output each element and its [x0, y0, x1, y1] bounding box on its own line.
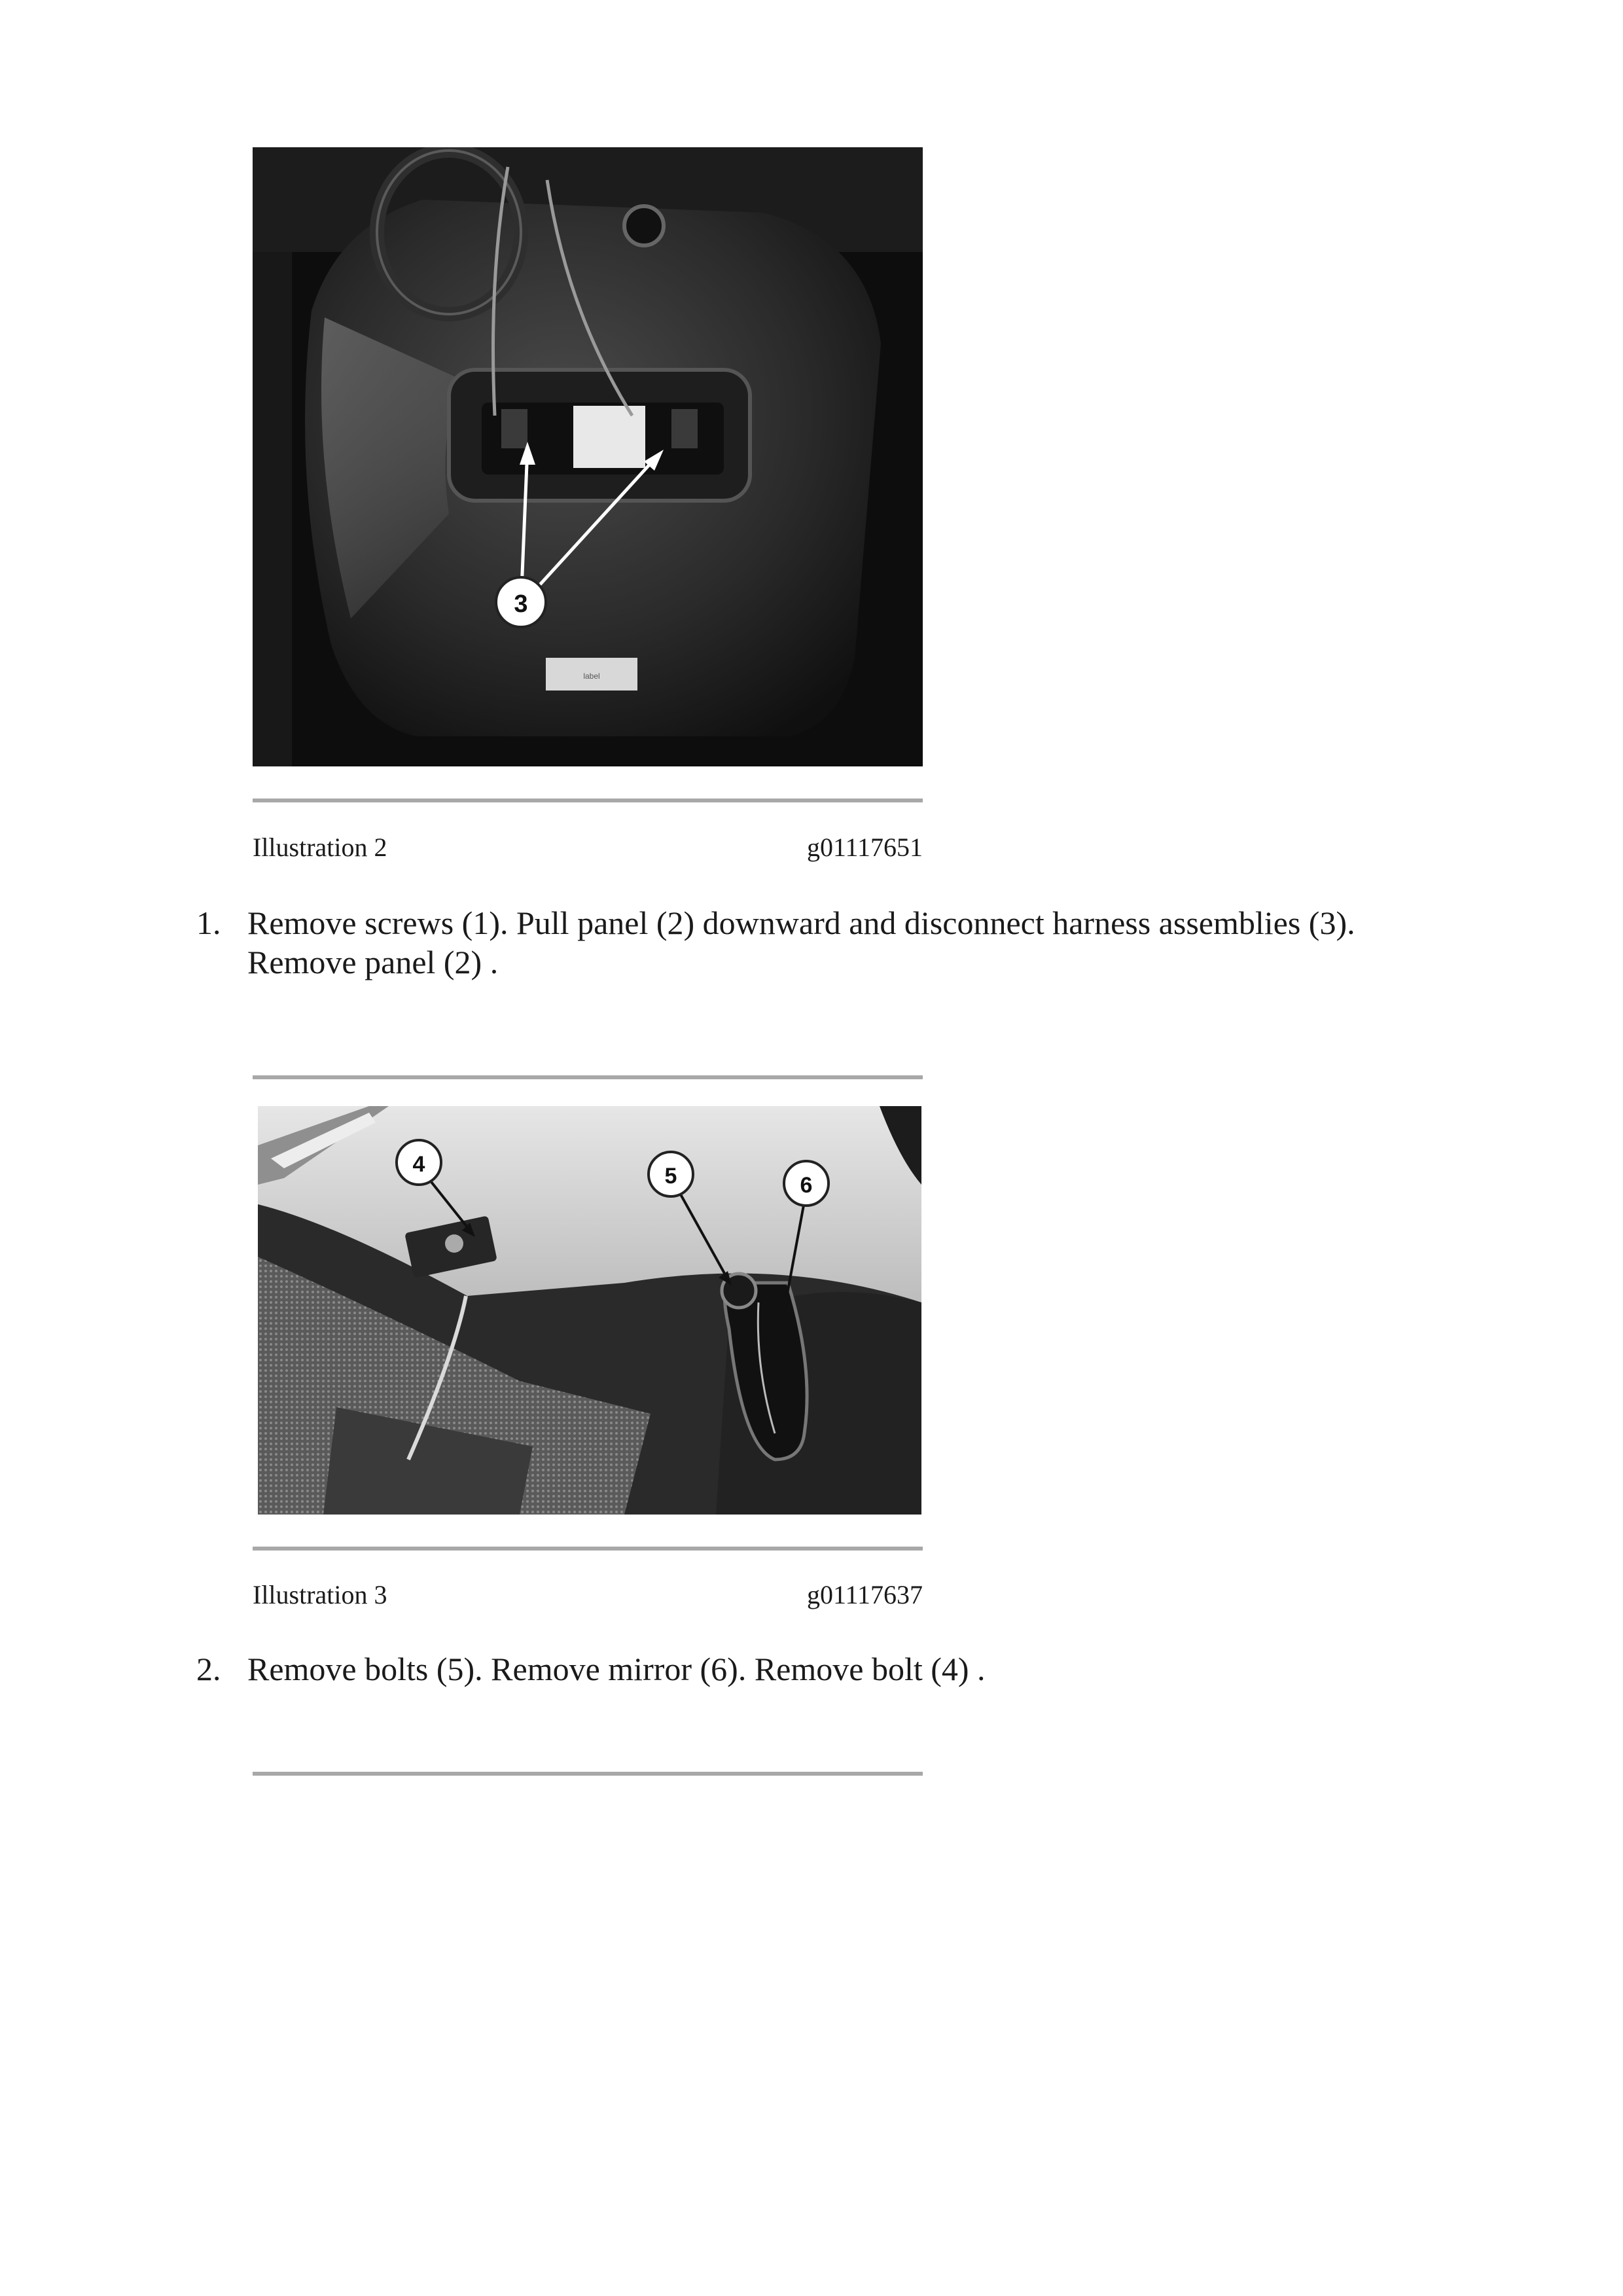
illustration-2-photo [253, 147, 923, 766]
illustration-2-rule [253, 798, 923, 802]
illustration-3-photo [258, 1106, 921, 1515]
step-2-number: 2. [196, 1651, 221, 1687]
sticker-label: label [583, 672, 600, 681]
step-1-number: 1. [196, 905, 221, 941]
next-illustration-rule [253, 1772, 923, 1776]
callout-6-label: 6 [800, 1173, 813, 1198]
callout-3-label: 3 [514, 590, 528, 618]
illustration-2-caption: Illustration 2 [253, 833, 387, 862]
illustration-3-rule [253, 1547, 923, 1551]
illustration-3-graphic-id: g01117637 [806, 1580, 923, 1609]
step-1-text: Remove screws (1). Pull panel (2) downward and disconnect harness assemblies (3). Remove panel (2) . [247, 905, 1355, 980]
illustration-3-caption: Illustration 3 [253, 1580, 387, 1609]
callout-4-label: 4 [412, 1152, 425, 1177]
illustration-2-graphic-id: g01117651 [806, 833, 923, 862]
step-2-text: Remove bolts (5). Remove mirror (6). Remove bolt (4) . [247, 1651, 986, 1687]
callout-5-label: 5 [664, 1164, 677, 1189]
illustration-3-top-rule [253, 1075, 923, 1079]
